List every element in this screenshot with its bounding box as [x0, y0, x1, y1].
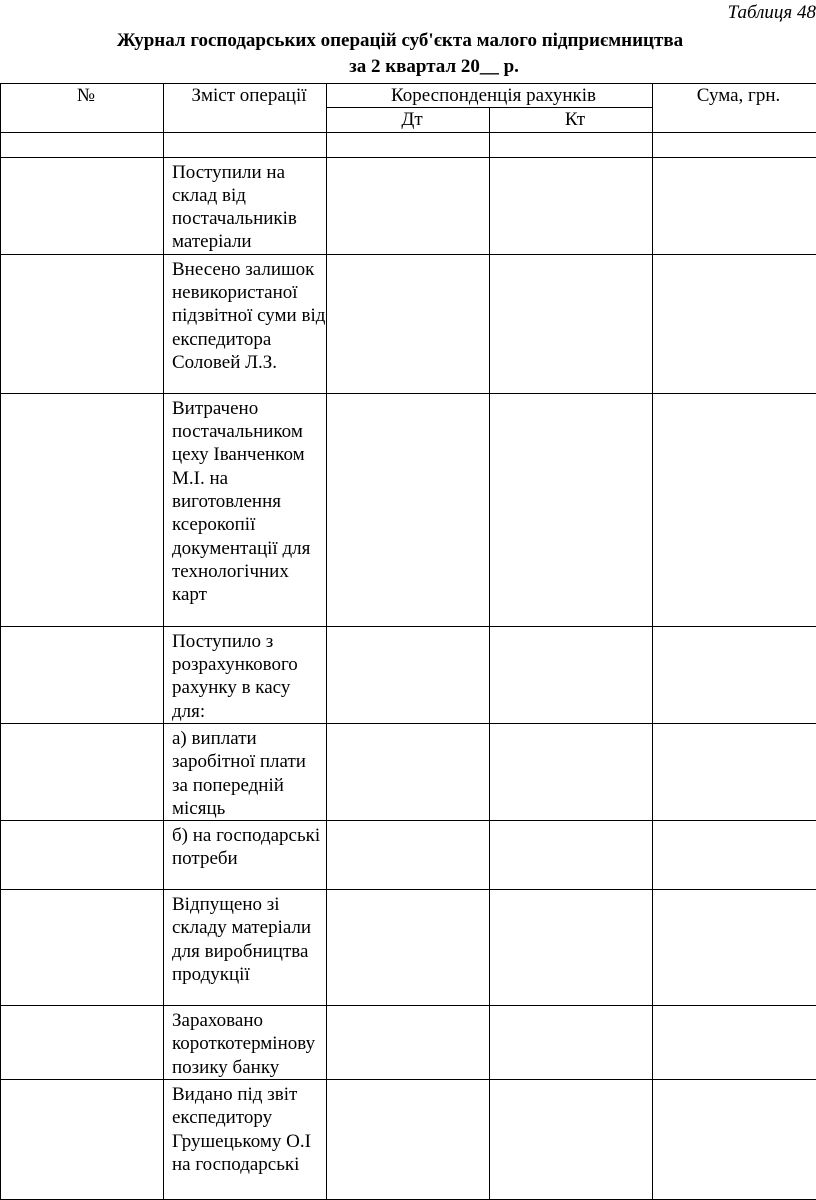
column-header-number: №: [1, 84, 164, 133]
debit-cell: [327, 1006, 490, 1080]
sum-cell: [653, 1006, 816, 1080]
sum-cell: [653, 157, 816, 254]
credit-cell: [490, 1006, 653, 1080]
operation-content-cell: Відпущено зі складу матеріали для виробництва продукції: [164, 890, 327, 1006]
column-header-credit: Кт: [490, 108, 653, 132]
table-row: [1, 1006, 816, 1080]
number-cell: [1, 626, 164, 723]
header-row: [1, 84, 816, 108]
operation-content-cell: Поступило з розрахункового рахунку в касу для:: [164, 626, 327, 723]
debit-cell: [327, 157, 490, 254]
operation-content-cell: Поступили на склад від постачальників матеріали: [164, 157, 327, 254]
sum-cell: [653, 821, 816, 890]
operation-content-cell: Зараховано короткотермінову позику банку: [164, 1006, 327, 1080]
operation-content-cell: а) виплати заробітної плати за попередній місяць: [164, 723, 327, 820]
credit-cell: [490, 1080, 653, 1200]
column-header-correspondence: Кореспонденція рахунків: [327, 84, 653, 108]
sum-cell: [653, 626, 816, 723]
credit-cell: [490, 821, 653, 890]
cell: [1, 132, 164, 157]
number-cell: [1, 1006, 164, 1080]
operation-content-cell: Видано під звіт експедитору Грушецькому О.І на господарські: [164, 1080, 327, 1200]
number-cell: [1, 254, 164, 393]
sum-cell: [653, 254, 816, 393]
number-cell: [1, 723, 164, 820]
sum-cell: [653, 393, 816, 626]
table-row: [1, 626, 816, 723]
operation-content-cell: б) на господарські потреби: [164, 821, 327, 890]
cell: [164, 132, 327, 157]
number-cell: [1, 393, 164, 626]
credit-cell: [490, 890, 653, 1006]
debit-cell: [327, 1080, 490, 1200]
table-row: [1, 723, 816, 820]
table-row: [1, 393, 816, 626]
table-number-label: Таблиця 48: [728, 2, 816, 24]
credit-cell: [490, 157, 653, 254]
table-row: [1, 157, 816, 254]
table-row: [1, 821, 816, 890]
cell: [653, 132, 816, 157]
cell: [490, 132, 653, 157]
number-cell: [1, 157, 164, 254]
table-row: [1, 254, 816, 393]
number-cell: [1, 1080, 164, 1200]
column-header-sum: Сума, грн.: [653, 84, 816, 133]
cell: [327, 132, 490, 157]
column-header-debit: Дт: [327, 108, 490, 132]
credit-cell: [490, 723, 653, 820]
credit-cell: [490, 626, 653, 723]
operation-content-cell: Витрачено постачальником цеху Іванченком М.І. на виготовлення ксерокопії документації для технологічних карт: [164, 393, 327, 626]
credit-cell: [490, 393, 653, 626]
debit-cell: [327, 626, 490, 723]
debit-cell: [327, 890, 490, 1006]
number-cell: [1, 821, 164, 890]
number-cell: [1, 890, 164, 1006]
sum-cell: [653, 723, 816, 820]
journal-title: Журнал господарських операцій суб'єкта малого підприємництва: [0, 29, 808, 53]
sum-cell: [653, 1080, 816, 1200]
debit-cell: [327, 393, 490, 626]
column-header-content: Зміст операції: [164, 84, 327, 133]
debit-cell: [327, 821, 490, 890]
journal-period: за 2 квартал 20__ р.: [26, 55, 816, 79]
operation-content-cell: Внесено залишок невикористаної підзвітної суми від експедитора Соловей Л.З.: [164, 254, 327, 393]
credit-cell: [490, 254, 653, 393]
debit-cell: [327, 254, 490, 393]
debit-cell: [327, 723, 490, 820]
sum-cell: [653, 890, 816, 1006]
table-row: [1, 890, 816, 1006]
journal-table: [0, 83, 816, 1200]
table-row: [1, 1080, 816, 1200]
spacer-row: [1, 132, 816, 157]
